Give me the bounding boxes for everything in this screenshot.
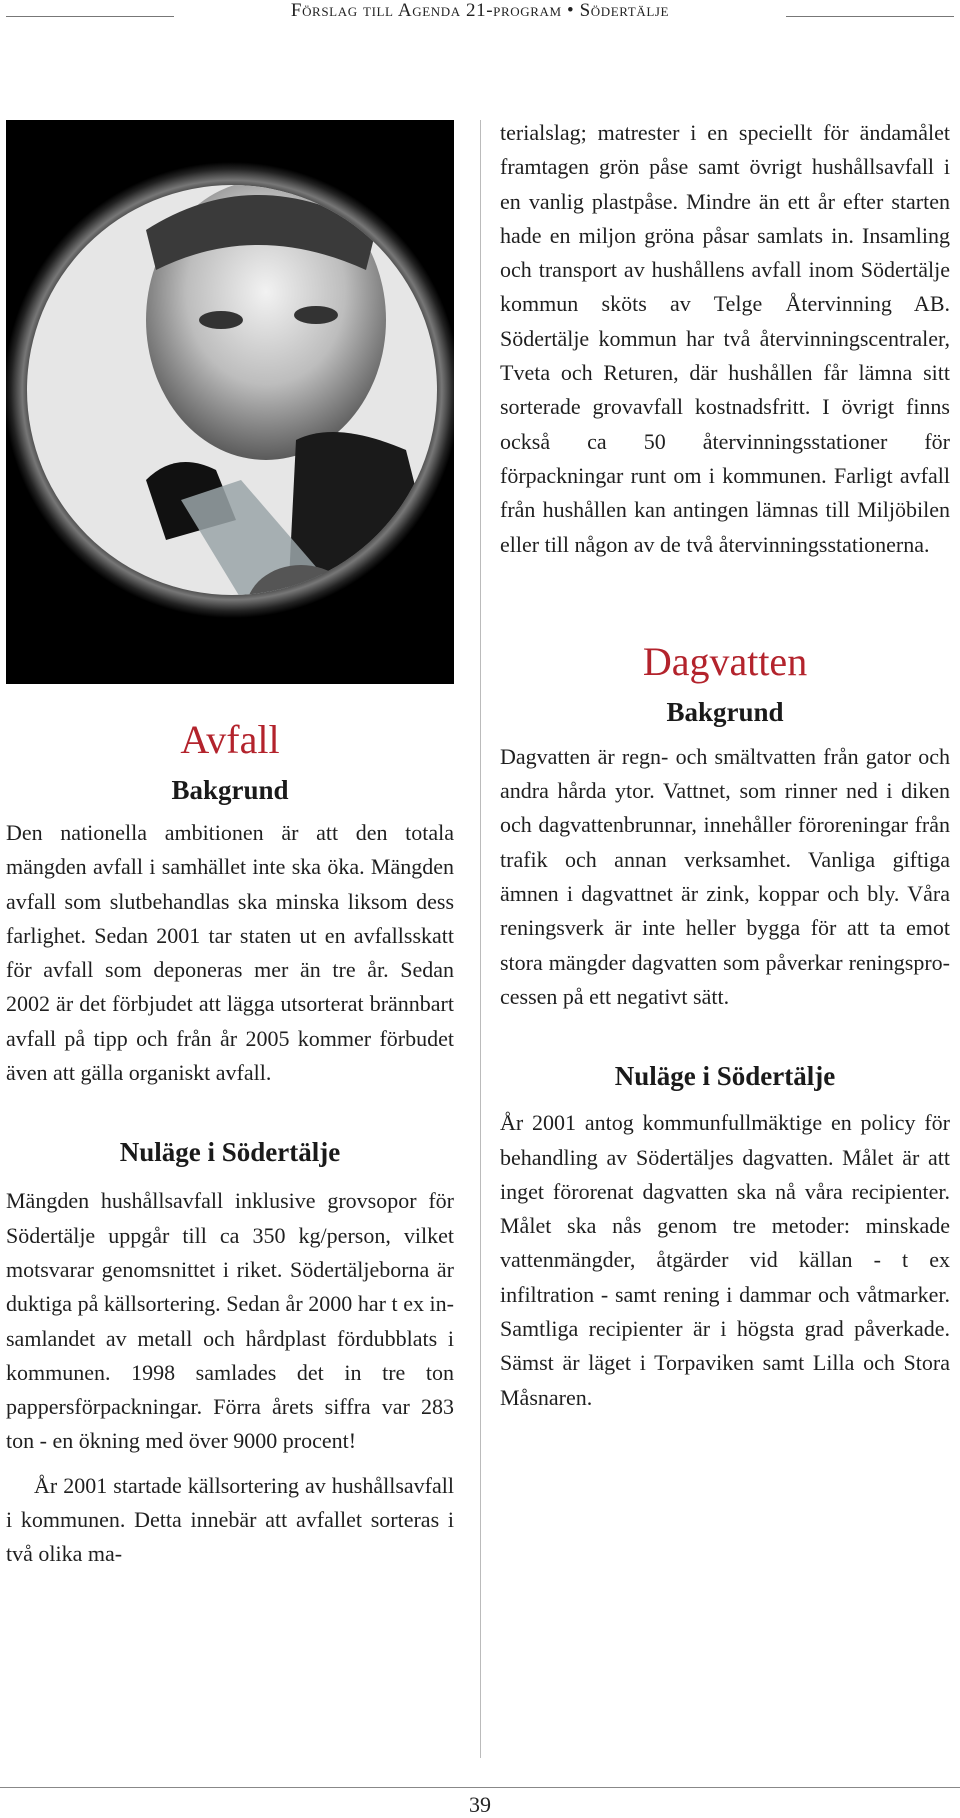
section-title-dagvatten: Dagvatten [642,638,808,684]
left-column [6,716,454,1572]
section-title-avfall: Avfall [180,717,280,762]
paragraph-dagvatten-nulage: År 2001 antog kommunfullmäktige en policy för behandling av Södertäljes dagvatten. Målet är att inget förorenat dagvatten ska nå våra recipienter. Målet ska nås genom tre metoder: minskade vattenmängder, åtgärder vid källan - t ex infiltration - samt rening i dammar och våtmarker. Samtliga recipienter är i högsta grad påverkade. Sämst är läget i Torpaviken samt Lilla och Stora Måsnaren. [500,1110,950,1410]
footer-rule [0,1787,960,1788]
paragraph-dagvatten-background: Dagvatten är regn- och smältvatten från gator och andra hårda ytor. Vattnet, som rinner ned i diken och dagvattenbrunnar, innehåller föroreningar från trafik och annan verksamhet. Vanliga giftiga ämnen i dagvattnet är zink, koppar och bly. Våra reningsverk är inte heller bygga för att ta emot stora mängder dagvatten som påverkar reningsprocessen på ett negativt sätt. [500,743,950,1009]
paragraph-avfall-background: Den nationella ambitionen är att den totala mängden avfall i samhället inte ska öka. Mängden avfall som slutbehandlas ska minska liksom dess farlighet. Sedan 2001 tar staten ut en avfallsskatt för avfall som deponeras mer än tre år. Sedan 2002 är det förbjudet att lägga utsorterat brännbart avfall på tipp och från år 2005 kommer förbudet även att gälla organiskt avfall. [6,820,454,1086]
subheading-bakgrund-avfall: Bakgrund [171,775,289,805]
paragraph-avfall-nulage: Mängden hushållsavfall inklusive grovsopor för Södertälje uppgår till ca 350 kg/person, vilket motsvarar genomsnittet i riket. Södertäljeborna är duktiga på källsortering. Sedan år 2000 har t ex insamlandet av metall och hårdplast fördubblats i kommunen. 1998 samlades det in tre ton pappersförpackningar. Förra årets siffra var 283 ton - en ökning med över 9000 procent! [6,1188,454,1454]
column-divider [480,120,481,1758]
photo-man-bottle [6,120,454,684]
subheading-nulage-avfall: Nuläge i Södertälje [119,1137,341,1168]
photo-illustration [6,120,454,684]
paragraph-avfall-continued: terialslag; matrester i en speciellt för ändamålet framtagen grön påse samt övrigt hushållsavfall i en vanlig plastpåse. Mindre än ett år efter starten hade en miljon gröna påsar samlats in. Insamling och transport av hushållens avfall inom Södertälje kommun sköts av Telge Återvinning AB. Södertälje kommun har två återvinningscentraler, Tveta och Returen, där hushållen får lämna sitt sorterade grovavfall kostnadsfritt. I övrigt finns också ca 50 återvinningsstationer för förpackningar runt om i kommunen. Farligt avfall från hushållen kan antingen lämnas till Miljöbilen eller till någon av de två återvinningsstationerna. [500,120,950,557]
header-rule-right [786,16,954,17]
header-rule-left [6,16,174,17]
right-column [500,116,950,1415]
running-header [0,0,960,30]
running-title: Förslag till Agenda 21-program • Södertälje [290,0,670,21]
paragraph-avfall-kallsortering: År 2001 startade källsortering av hushållsavfall i kommunen. Detta innebär att avfallet sorteras i två olika ma- [6,1472,454,1567]
page-number: 39 [469,1792,491,1817]
subheading-nulage-dagvatten: Nuläge i Södertälje [614,1061,836,1092]
subheading-bakgrund-dagvatten: Bakgrund [666,696,784,727]
